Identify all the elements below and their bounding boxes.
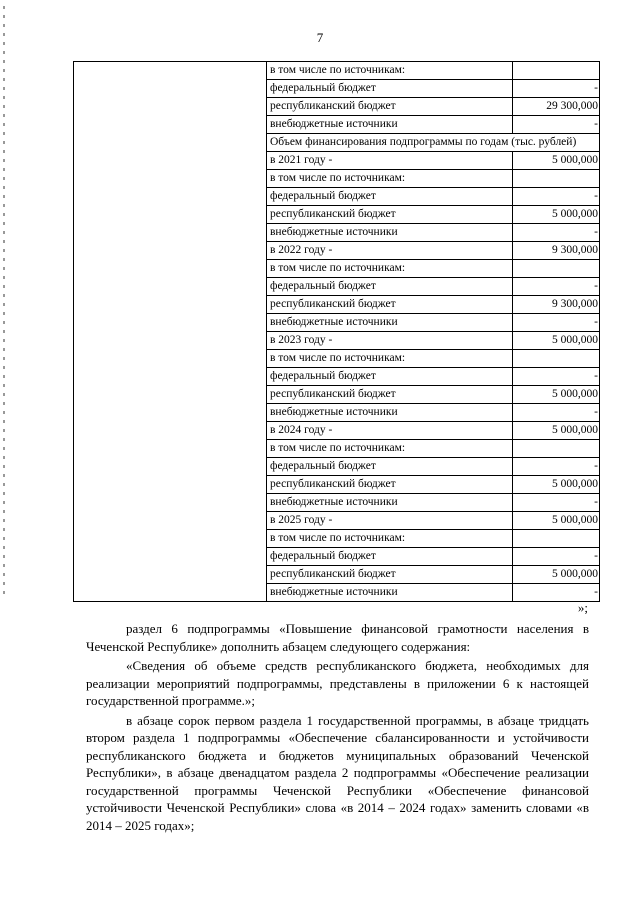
row-label: в том числе по источникам: — [267, 440, 513, 458]
row-value: 5 000,000 — [513, 152, 600, 170]
row-label: в том числе по источникам: — [267, 170, 513, 188]
row-label: в 2022 году - — [267, 242, 513, 260]
row-label: внебюджетные источники — [267, 224, 513, 242]
row-value: - — [513, 278, 600, 296]
row-label: в том числе по источникам: — [267, 530, 513, 548]
table-row — [74, 62, 600, 80]
row-label: республиканский бюджет — [267, 206, 513, 224]
row-value: - — [513, 458, 600, 476]
row-label: в том числе по источникам: — [267, 350, 513, 368]
row-value: - — [513, 224, 600, 242]
row-value: 5 000,000 — [513, 422, 600, 440]
row-label: федеральный бюджет — [267, 188, 513, 206]
row-value: - — [513, 80, 600, 98]
paragraph: раздел 6 подпрограммы «Повышение финансовой грамотности населения в Чеченской Республике» дополнить абзацем следующего содержания: — [86, 621, 589, 654]
page-number: 7 — [316, 30, 324, 45]
row-value: 29 300,000 — [513, 98, 600, 116]
row-label: внебюджетные источники — [267, 314, 513, 332]
row-label: в том числе по источникам: — [267, 260, 513, 278]
row-label: внебюджетные источники — [267, 584, 513, 602]
paragraph: «Сведения об объеме средств республиканского бюджета, необходимых для реализации мероприятий подпрограммы, представлены в приложении 6 к настоящей государственной программе.»; — [86, 658, 589, 708]
row-label: федеральный бюджет — [267, 278, 513, 296]
row-value: 9 300,000 — [513, 296, 600, 314]
row-value: - — [513, 494, 600, 512]
row-value: 5 000,000 — [513, 512, 600, 530]
row-label: в 2025 году - — [267, 512, 513, 530]
financing-table-body — [74, 62, 600, 602]
row-label: федеральный бюджет — [267, 80, 513, 98]
row-label: Объем финансирования подпрограммы по годам (тыс. рублей) — [267, 134, 600, 152]
row-label: в 2023 году - — [267, 332, 513, 350]
left-empty-cell — [74, 62, 267, 602]
row-value: - — [513, 584, 600, 602]
scan-edge-marks — [3, 6, 5, 596]
row-value: - — [513, 368, 600, 386]
row-value — [513, 260, 600, 278]
row-value — [513, 440, 600, 458]
row-label: внебюджетные источники — [267, 404, 513, 422]
body-text — [86, 620, 589, 834]
row-label: федеральный бюджет — [267, 458, 513, 476]
row-value: - — [513, 314, 600, 332]
row-value: 5 000,000 — [513, 206, 600, 224]
row-label: республиканский бюджет — [267, 386, 513, 404]
row-value: - — [513, 404, 600, 422]
financing-table — [73, 61, 600, 602]
row-label: республиканский бюджет — [267, 566, 513, 584]
row-value: - — [513, 116, 600, 134]
row-label: республиканский бюджет — [267, 476, 513, 494]
row-value: 9 300,000 — [513, 242, 600, 260]
row-label: республиканский бюджет — [267, 98, 513, 116]
row-label: федеральный бюджет — [267, 368, 513, 386]
row-value: 5 000,000 — [513, 566, 600, 584]
row-label: федеральный бюджет — [267, 548, 513, 566]
row-value: 5 000,000 — [513, 332, 600, 350]
row-label: в том числе по источникам: — [267, 62, 513, 80]
row-value — [513, 530, 600, 548]
row-label: внебюджетные источники — [267, 494, 513, 512]
row-value: - — [513, 188, 600, 206]
row-value — [513, 170, 600, 188]
row-label: в 2024 году - — [267, 422, 513, 440]
row-value: 5 000,000 — [513, 476, 600, 494]
row-label: республиканский бюджет — [267, 296, 513, 314]
row-label: внебюджетные источники — [267, 116, 513, 134]
row-value: 5 000,000 — [513, 386, 600, 404]
row-value: - — [513, 548, 600, 566]
closing-quote: »; — [577, 600, 588, 615]
row-value — [513, 350, 600, 368]
row-value — [513, 62, 600, 80]
paragraph: в абзаце сорок первом раздела 1 государственной программы, в абзаце тридцать втором раздела 1 подпрограммы «Обеспечение сбалансированности и устойчивости республиканского бюджета и бюджетов муниципальных образований Чеченской Республики», в абзаце двенадцатом раздела 2 подпрограммы «Обеспечение реализации государственной программы Чеченской Республики «Обеспечение финансовой устойчивости Чеченской Республики» слова «в 2014 – 2024 годах» заменить словами «в 2014 – 2025 годах»; — [86, 712, 589, 833]
row-label: в 2021 году - — [267, 152, 513, 170]
